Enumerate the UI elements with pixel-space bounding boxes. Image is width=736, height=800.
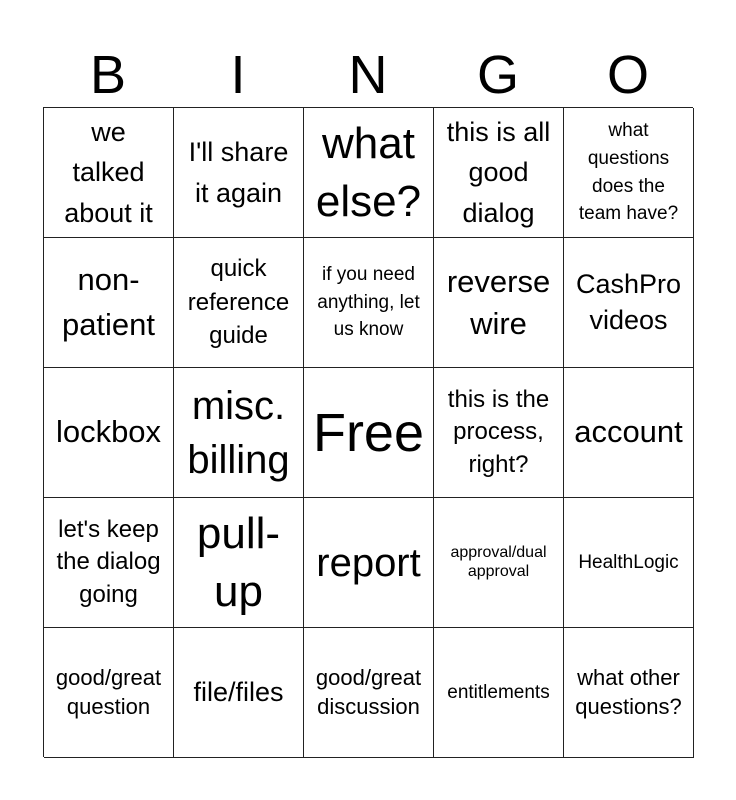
bingo-cell[interactable] [564, 628, 694, 758]
cell-text: report [316, 540, 421, 585]
bingo-cell[interactable] [564, 238, 694, 368]
bingo-cell[interactable] [434, 238, 564, 368]
header-letter-g: G [476, 45, 519, 105]
bingo-cell[interactable] [434, 498, 564, 628]
cell-text: I'll share it again [188, 137, 289, 208]
bingo-cell[interactable] [304, 368, 434, 498]
bingo-cell[interactable] [434, 628, 564, 758]
cell-text: account [574, 414, 683, 450]
bingo-cell[interactable] [174, 108, 304, 238]
bingo-cell[interactable] [44, 108, 174, 238]
bingo-cell[interactable] [434, 108, 564, 238]
bingo-cell[interactable] [44, 368, 174, 498]
cell-text: let's keep the dialog going [56, 515, 161, 608]
cell-text: CashPro videos [575, 269, 682, 335]
bingo-cell[interactable] [564, 368, 694, 498]
cell-text: HealthLogic [578, 551, 679, 573]
bingo-cell[interactable] [564, 498, 694, 628]
bingo-header [43, 44, 693, 106]
bingo-cell[interactable] [174, 368, 304, 498]
cell-text: we talked about it [64, 116, 153, 228]
bingo-cell[interactable] [304, 498, 434, 628]
bingo-cell[interactable] [174, 238, 304, 368]
cell-text: pull-up [196, 509, 281, 616]
cell-text: file/files [193, 677, 284, 708]
cell-text: this is the process, right? [447, 385, 550, 478]
cell-text: what other questions? [575, 664, 682, 719]
free-space-text: Free [312, 402, 425, 463]
cell-text: good/great question [55, 664, 162, 719]
cell-text: lockbox [55, 414, 162, 450]
header-letter-n: N [348, 45, 388, 105]
cell-text: quick reference guide [187, 255, 290, 350]
bingo-cell[interactable] [304, 238, 434, 368]
cell-text: non-patient [61, 261, 156, 342]
bingo-cell[interactable] [44, 498, 174, 628]
cell-text: misc. billing [187, 383, 290, 482]
header-letter-o: O [606, 45, 649, 105]
cell-text: entitlements [447, 681, 550, 703]
cell-text: what questions does the team have? [578, 120, 679, 225]
bingo-cell[interactable] [304, 628, 434, 758]
cell-text: good/great discussion [315, 664, 422, 719]
bingo-cell[interactable] [564, 108, 694, 238]
cell-text: approval/dual approval [450, 544, 547, 580]
cell-text: reverse wire [446, 263, 551, 341]
bingo-cell[interactable] [304, 108, 434, 238]
bingo-cell[interactable] [434, 368, 564, 498]
header-letter-b: B [89, 45, 127, 105]
bingo-cell[interactable] [174, 628, 304, 758]
bingo-board [43, 107, 693, 757]
bingo-cell[interactable] [44, 628, 174, 758]
bingo-cell[interactable] [174, 498, 304, 628]
cell-text: this is all good dialog [446, 116, 551, 228]
header-letter-i: I [230, 45, 246, 105]
cell-text: what else? [315, 119, 422, 226]
bingo-cell[interactable] [44, 238, 174, 368]
cell-text: if you need anything, let us know [317, 264, 420, 341]
